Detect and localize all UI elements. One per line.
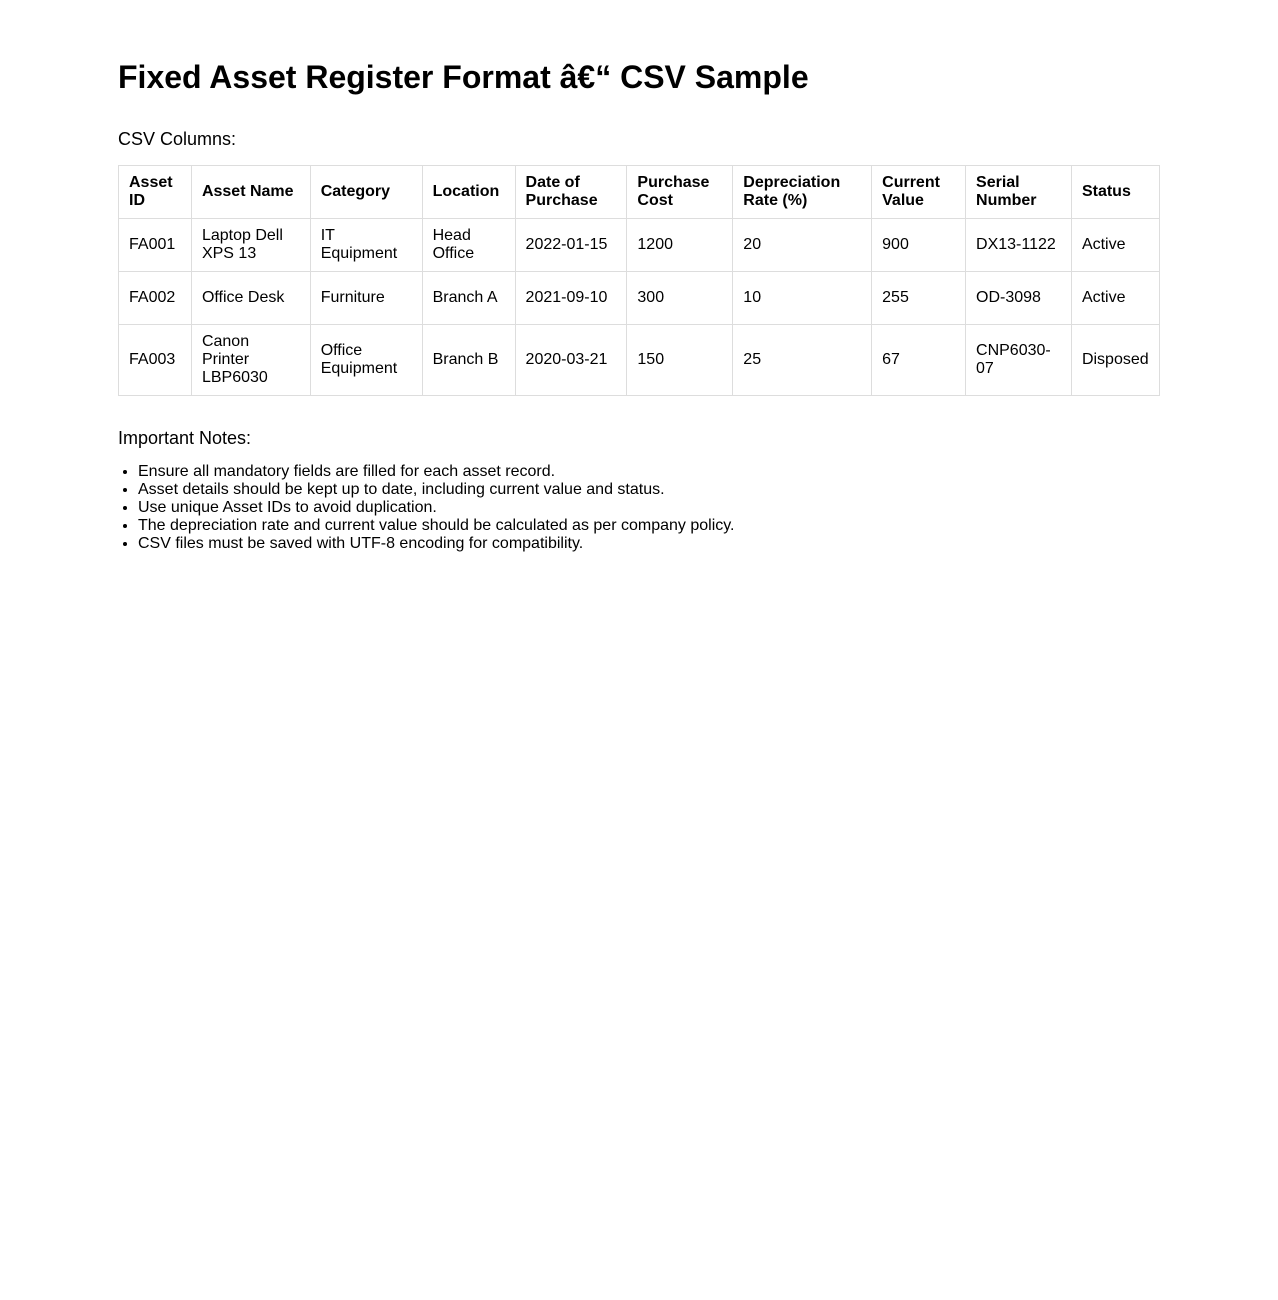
header-asset-name: Asset Name	[191, 166, 310, 219]
cell-date-of-purchase: 2022-01-15	[515, 219, 627, 272]
list-item: • Asset details should be kept up to date, including current value and status.	[138, 481, 1160, 499]
cell-serial-number: DX13-1122	[966, 219, 1072, 272]
cell-current-value: 67	[872, 325, 966, 396]
cell-location: Head Office	[422, 219, 515, 272]
header-depreciation-rate: Depreciation Rate (%)	[733, 166, 872, 219]
list-item: • CSV files must be saved with UTF-8 encoding for compatibility.	[138, 535, 1160, 553]
cell-serial-number: CNP6030-07	[966, 325, 1072, 396]
cell-date-of-purchase: 2021-09-10	[515, 272, 627, 325]
header-location: Location	[422, 166, 515, 219]
cell-depreciation-rate: 10	[733, 272, 872, 325]
header-purchase-cost: Purchase Cost	[627, 166, 733, 219]
cell-asset-id: FA002	[119, 272, 192, 325]
cell-category: Office Equipment	[310, 325, 422, 396]
cell-category: Furniture	[310, 272, 422, 325]
header-status: Status	[1071, 166, 1159, 219]
csv-columns-label: CSV Columns:	[118, 129, 237, 149]
cell-status: Active	[1071, 272, 1159, 325]
cell-purchase-cost: 150	[627, 325, 733, 396]
cell-asset-id: FA001	[119, 219, 192, 272]
cell-asset-name: Office Desk	[191, 272, 310, 325]
document-page	[118, 0, 1160, 553]
list-item: • Ensure all mandatory fields are filled for each asset record.	[138, 463, 1160, 481]
cell-asset-name: Laptop Dell XPS 13	[191, 219, 310, 272]
cell-location: Branch A	[422, 272, 515, 325]
cell-status: Active	[1071, 219, 1159, 272]
header-category: Category	[310, 166, 422, 219]
cell-asset-id: FA003	[119, 325, 192, 396]
cell-current-value: 255	[872, 272, 966, 325]
cell-category: IT Equipment	[310, 219, 422, 272]
header-asset-id: Asset ID	[119, 166, 192, 219]
header-date-of-purchase: Date of Purchase	[515, 166, 627, 219]
cell-serial-number: OD-3098	[966, 272, 1072, 325]
cell-depreciation-rate: 25	[733, 325, 872, 396]
cell-purchase-cost: 1200	[627, 219, 733, 272]
important-notes-label: Important Notes:	[118, 428, 252, 448]
asset-register-table	[118, 165, 1160, 396]
header-current-value: Current Value	[872, 166, 966, 219]
notes-list	[118, 463, 1160, 553]
table-row	[119, 272, 1160, 325]
cell-depreciation-rate: 20	[733, 219, 872, 272]
cell-current-value: 900	[872, 219, 966, 272]
cell-asset-name: Canon Printer LBP6030	[191, 325, 310, 396]
cell-status: Disposed	[1071, 325, 1159, 396]
table-row	[119, 325, 1160, 396]
cell-date-of-purchase: 2020-03-21	[515, 325, 627, 396]
table-header-row	[119, 166, 1160, 219]
list-item: • Use unique Asset IDs to avoid duplication.	[138, 499, 1160, 517]
header-serial-number: Serial Number	[966, 166, 1072, 219]
cell-location: Branch B	[422, 325, 515, 396]
cell-purchase-cost: 300	[627, 272, 733, 325]
page-title: Fixed Asset Register Format â€“ CSV Sample	[118, 59, 809, 95]
table-row	[119, 219, 1160, 272]
list-item: • The depreciation rate and current value should be calculated as per company policy.	[138, 517, 1160, 535]
